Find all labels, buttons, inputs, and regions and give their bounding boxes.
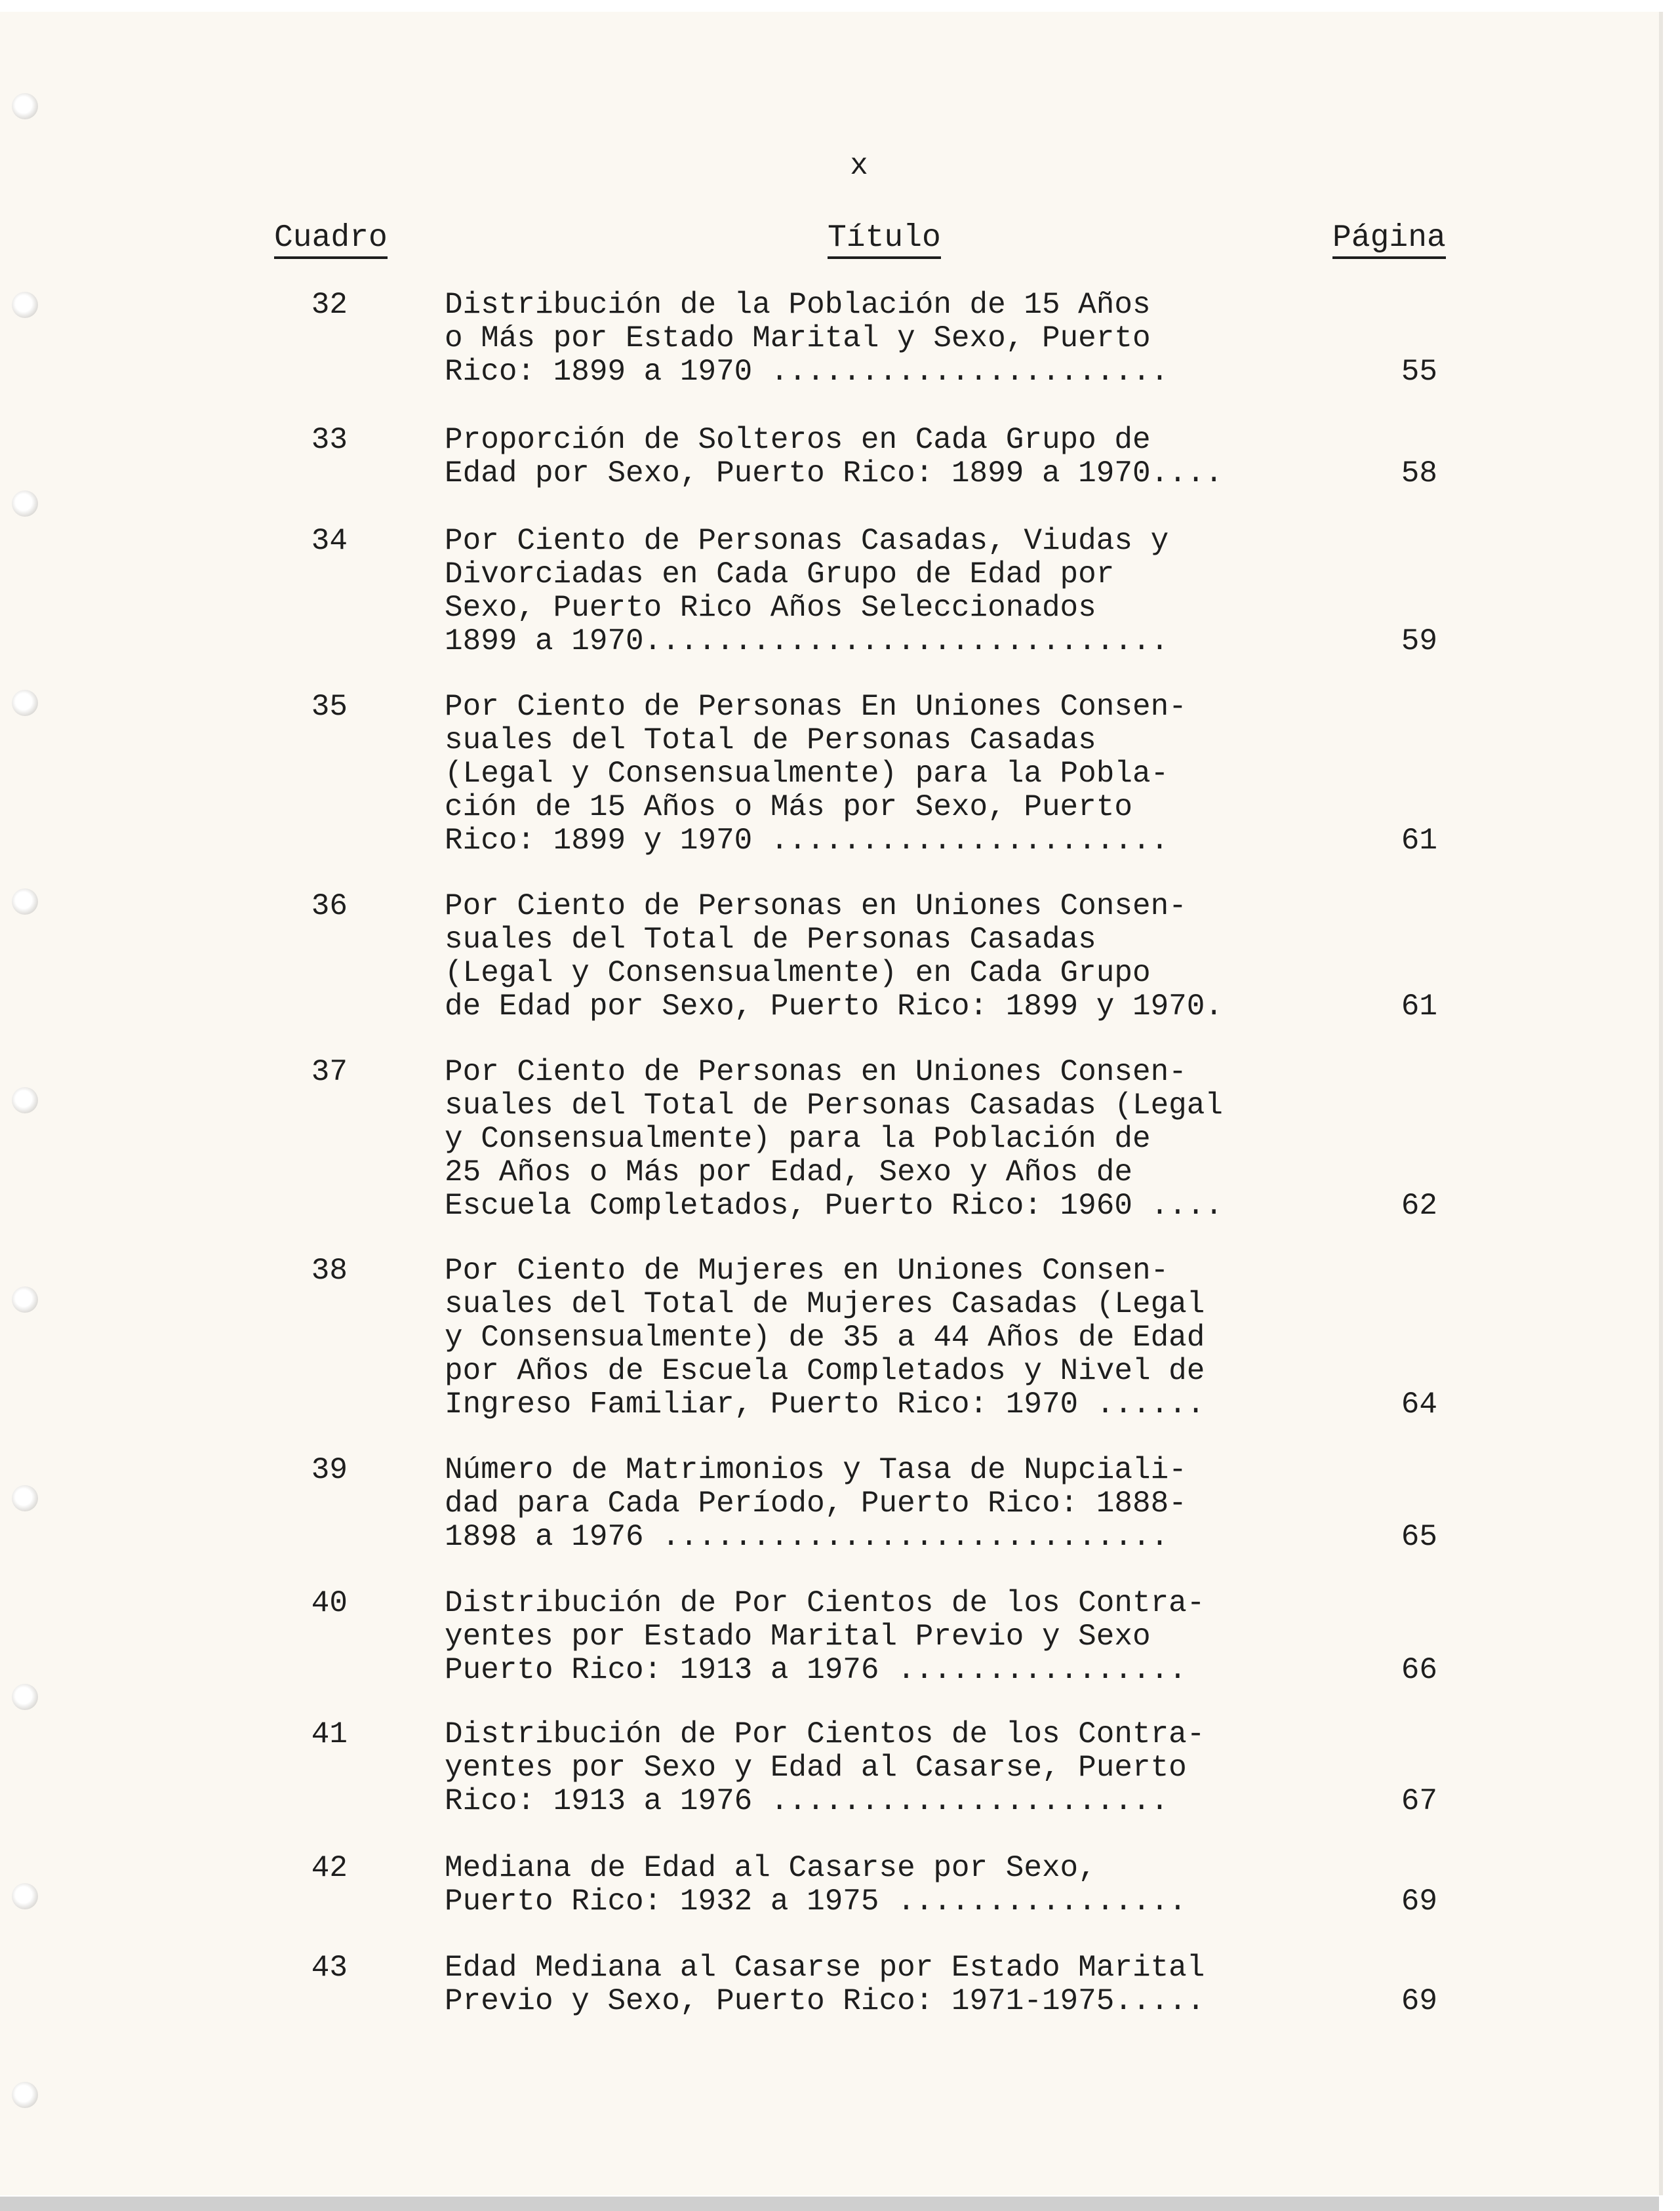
row-title (445, 289, 1323, 389)
row-number: 32 (311, 288, 348, 322)
row-page: 69 (1401, 1884, 1437, 1919)
title-line: y Consensualmente) para la Población de (445, 1122, 1151, 1156)
title-line: Por Ciento de Mujeres en Uniones Consen- (445, 1254, 1169, 1288)
title-line: (Legal y Consensualmente) en Cada Grupo (445, 956, 1151, 990)
row-number: 36 (311, 889, 348, 923)
row-number: 41 (311, 1717, 348, 1751)
title-line: Puerto Rico: 1932 a 1975 ................ (445, 1884, 1187, 1919)
title-line: yentes por Estado Marital Previo y Sexo (445, 1620, 1151, 1654)
title-line: Por Ciento de Personas en Uniones Consen- (445, 1055, 1187, 1089)
row-page: 58 (1401, 456, 1437, 490)
row-title (445, 1454, 1323, 1554)
row-page: 55 (1401, 355, 1437, 389)
row-page: 61 (1401, 824, 1437, 858)
row-title (445, 424, 1323, 490)
row-title (445, 1852, 1323, 1919)
row-page: 66 (1401, 1653, 1437, 1687)
title-line: Edad Mediana al Casarse por Estado Marital (445, 1951, 1205, 1985)
row-number: 38 (311, 1254, 348, 1288)
row-number: 33 (311, 423, 348, 457)
row-number: 42 (311, 1851, 348, 1885)
row-number: 40 (311, 1586, 348, 1620)
title-line: y Consensualmente) de 35 a 44 Años de Edad (445, 1321, 1205, 1355)
title-line: suales del Total de Mujeres Casadas (Legal (445, 1287, 1205, 1321)
header-titulo: Título (828, 222, 941, 259)
row-number: 34 (311, 524, 348, 558)
row-title (445, 1254, 1323, 1422)
title-line: por Años de Escuela Completados y Nivel de (445, 1354, 1205, 1388)
header-pagina: Página (1332, 222, 1446, 259)
row-title (445, 1056, 1323, 1223)
row-page: 65 (1401, 1520, 1437, 1554)
title-line: yentes por Sexo y Edad al Casarse, Puerto (445, 1751, 1187, 1785)
title-line: 25 Años o Más por Edad, Sexo y Años de (445, 1155, 1132, 1189)
row-title (445, 1587, 1323, 1687)
page-number: x (850, 149, 868, 183)
row-page: 61 (1401, 989, 1437, 1024)
title-line: 1898 a 1976 ............................ (445, 1520, 1169, 1554)
title-line: (Legal y Consensualmente) para la Pobla- (445, 757, 1169, 791)
row-title (445, 525, 1323, 658)
title-line: Por Ciento de Personas en Uniones Consen- (445, 889, 1187, 923)
row-number: 37 (311, 1055, 348, 1089)
title-line: Distribución de la Población de 15 Años (445, 288, 1151, 322)
title-line: Por Ciento de Personas Casadas, Viudas y (445, 524, 1169, 558)
row-page: 62 (1401, 1189, 1437, 1223)
row-title (445, 1718, 1323, 1818)
title-line: Distribución de Por Cientos de los Contra- (445, 1586, 1205, 1620)
row-title (445, 890, 1323, 1024)
title-line: Divorciadas en Cada Grupo de Edad por (445, 557, 1115, 591)
header-cuadro: Cuadro (274, 222, 388, 259)
title-line: Ingreso Familiar, Puerto Rico: 1970 ...... (445, 1387, 1205, 1422)
title-line: suales del Total de Personas Casadas (445, 923, 1096, 957)
title-line: de Edad por Sexo, Puerto Rico: 1899 y 1970. (445, 989, 1223, 1024)
title-line: Número de Matrimonios y Tasa de Nupciali- (445, 1453, 1187, 1487)
title-line: o Más por Estado Marital y Sexo, Puerto (445, 321, 1151, 355)
title-line: Puerto Rico: 1913 a 1976 ................ (445, 1653, 1187, 1687)
title-line: Rico: 1913 a 1976 ...................... (445, 1784, 1169, 1818)
title-line: Previo y Sexo, Puerto Rico: 1971-1975..... (445, 1984, 1205, 2018)
title-line: Mediana de Edad al Casarse por Sexo, (445, 1851, 1096, 1885)
title-line: dad para Cada Período, Puerto Rico: 1888- (445, 1486, 1187, 1521)
row-number: 43 (311, 1951, 348, 1985)
title-line: Sexo, Puerto Rico Años Seleccionados (445, 591, 1096, 625)
title-line: Escuela Completados, Puerto Rico: 1960 .... (445, 1189, 1223, 1223)
title-line: suales del Total de Personas Casadas (Legal (445, 1088, 1223, 1123)
title-line: 1899 a 1970............................. (445, 624, 1169, 658)
title-line: Rico: 1899 y 1970 ...................... (445, 824, 1169, 858)
title-line: Edad por Sexo, Puerto Rico: 1899 a 1970.... (445, 456, 1223, 490)
row-title (445, 690, 1323, 858)
row-page: 69 (1401, 1984, 1437, 2018)
row-number: 35 (311, 690, 348, 724)
title-line: Distribución de Por Cientos de los Contra- (445, 1717, 1205, 1751)
title-line: ción de 15 Años o Más por Sexo, Puerto (445, 790, 1132, 824)
row-page: 59 (1401, 624, 1437, 658)
title-line: Rico: 1899 a 1970 ...................... (445, 355, 1169, 389)
title-line: suales del Total de Personas Casadas (445, 723, 1096, 757)
row-page: 64 (1401, 1387, 1437, 1422)
title-line: Por Ciento de Personas En Uniones Consen- (445, 690, 1187, 724)
row-page: 67 (1401, 1784, 1437, 1818)
row-title (445, 1951, 1323, 2018)
title-line: Proporción de Solteros en Cada Grupo de (445, 423, 1151, 457)
row-number: 39 (311, 1453, 348, 1487)
